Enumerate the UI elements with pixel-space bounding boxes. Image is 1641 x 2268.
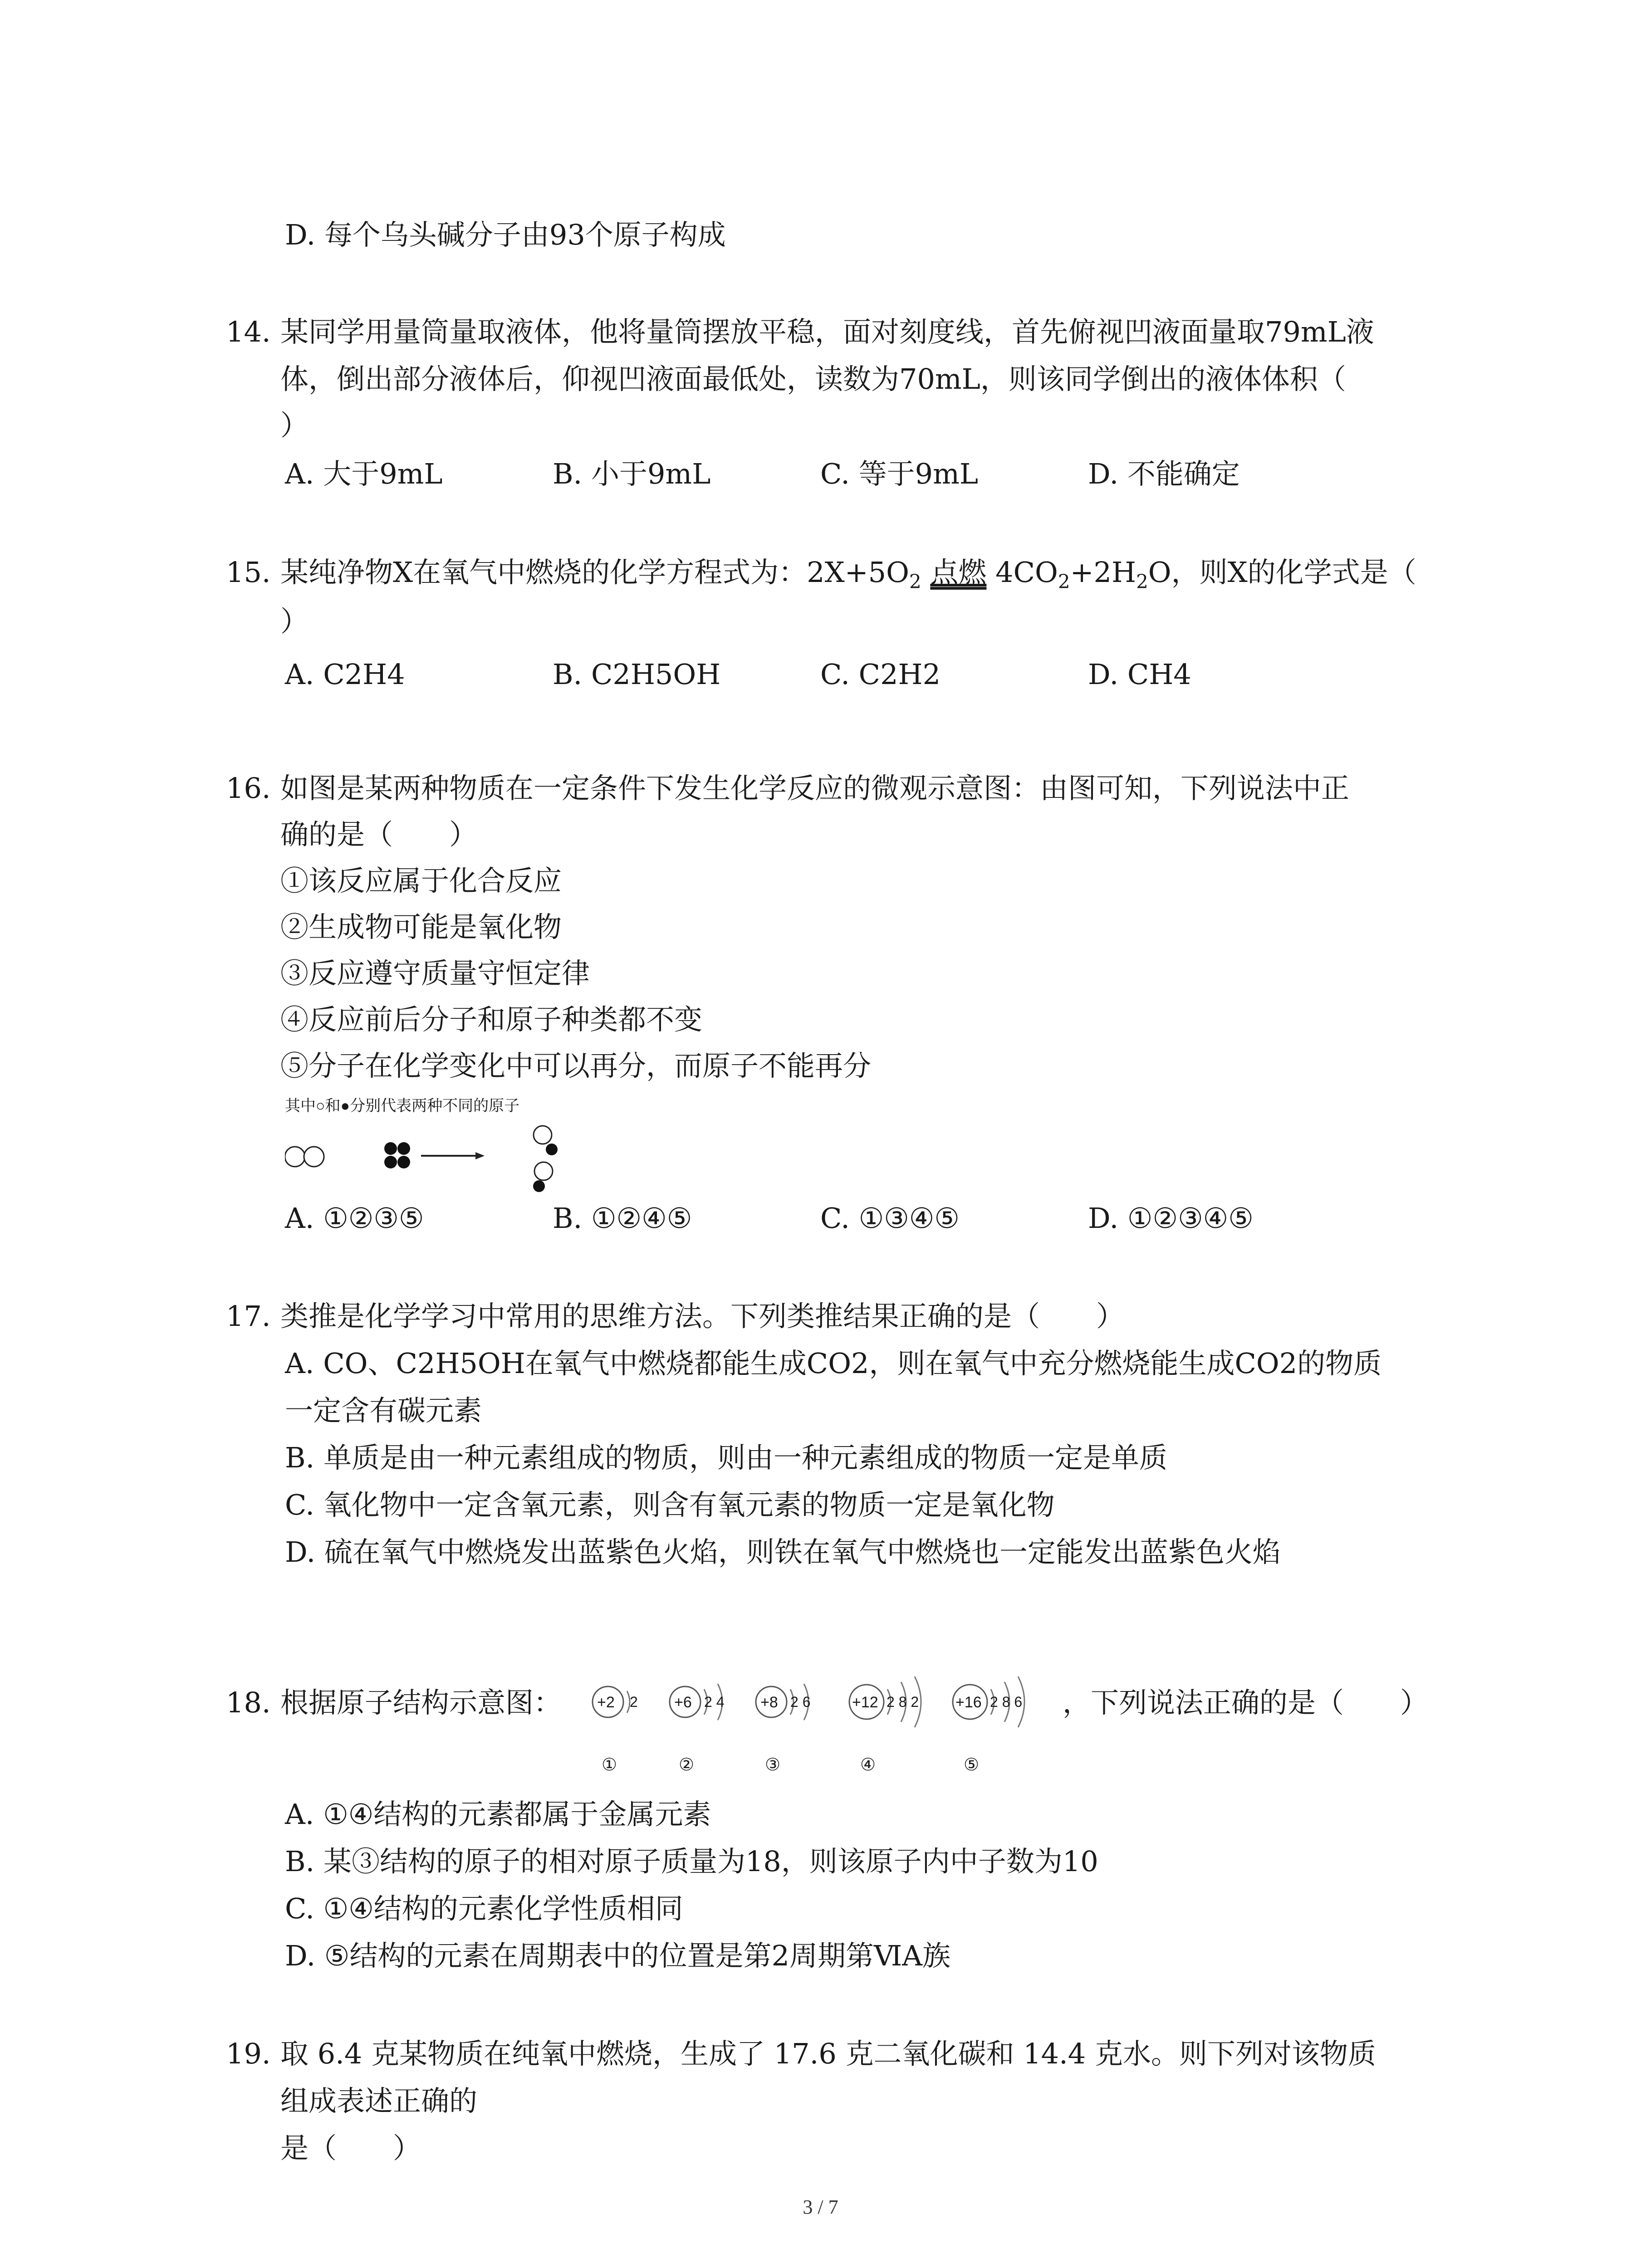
q15-option-c: C. C2H2: [820, 658, 941, 691]
atom3-label: ③: [765, 1755, 781, 1774]
q17-option-c: C. 氧化物中一定含氧元素，则含有氧元素的物质一定是氧化物: [285, 1488, 1055, 1521]
atom2-nucleus: +6: [674, 1694, 692, 1711]
atom1-shells: 2: [630, 1694, 638, 1710]
q19-number: 19.: [226, 2037, 271, 2070]
q14-line2: 体，倒出部分液体后，仰视凹液面最低处，读数为70mL，则该同学倒出的液体体积（: [280, 362, 1346, 396]
q15-equation-pre: 某纯净物X在氧气中燃烧的化学方程式为：2X+5O: [280, 556, 909, 589]
atom4-nucleus: +12: [852, 1694, 878, 1711]
atom5-nucleus: +16: [955, 1694, 982, 1711]
q16-item5: ⑤分子在化学变化中可以再分，而原子不能再分: [280, 1049, 872, 1082]
q18-option-c: C. ①④结构的元素化学性质相同: [285, 1892, 683, 1925]
atom3-shells: 2 6: [790, 1694, 811, 1710]
atom2-label: ②: [679, 1755, 695, 1774]
q16-option-d: D. ①②③④⑤: [1088, 1202, 1254, 1235]
q15-h2o-end: O，则X的化学式是（: [1148, 556, 1416, 589]
white-atom-icon: [285, 1147, 305, 1167]
q15-option-b: B. C2H5OH: [553, 658, 721, 691]
q18-option-b: B. 某③结构的原子的相对原子质量为18，则该原子内中子数为10: [285, 1845, 1098, 1878]
white-atom-icon: [304, 1147, 324, 1167]
q14-option-d: D. 不能确定: [1088, 457, 1240, 490]
q15-o2-sub: 2: [909, 570, 921, 593]
black-atom-icon: [384, 1142, 397, 1155]
q16-item4: ④反应前后分子和原子种类都不变: [280, 1003, 703, 1036]
black-atom-icon: [546, 1144, 558, 1155]
q15-number: 15.: [226, 556, 271, 589]
q15-option-d: D. CH4: [1088, 658, 1191, 691]
q14-option-c: C. 等于9mL: [820, 457, 979, 490]
q14-line1: 某同学用量筒量取液体，他将量筒摆放平稳，面对刻度线，首先俯视凹液面量取79mL液: [280, 315, 1374, 348]
q19-line1: 取 6.4 克某物质在纯氧中燃烧，生成了 17.6 克二氧化碳和 14.4 克水。则下列对该物质: [280, 2037, 1376, 2070]
q18-stem-pre: 根据原子结构示意图：: [280, 1686, 562, 1719]
atom1-label: ①: [602, 1755, 617, 1774]
atom3-nucleus: +8: [760, 1694, 778, 1711]
q13-option-d: D. 每个乌头碱分子由93个原子构成: [285, 218, 726, 251]
q15-h2o: +2H: [1070, 556, 1136, 589]
q16-number: 16.: [226, 772, 271, 805]
q16-figure-caption: 其中○和●分别代表两种不同的原子: [285, 1097, 520, 1114]
q15-co2-sub: 2: [1058, 570, 1070, 593]
q16-molecule-diagram: [285, 1093, 603, 1207]
q15-option-a: A. C2H4: [285, 658, 405, 691]
q16-option-c: C. ①③④⑤: [820, 1202, 960, 1235]
black-atom-icon: [397, 1156, 410, 1168]
q15-co2: 4CO: [995, 556, 1058, 589]
q16-line2: 确的是（ ）: [280, 818, 478, 851]
q17-number: 17.: [226, 1300, 271, 1333]
black-atom-icon: [384, 1156, 397, 1168]
atom5-shells: 2 8 6: [990, 1694, 1023, 1710]
q19-line3: 是（ ）: [280, 2131, 421, 2165]
page-number: 3 / 7: [803, 2196, 838, 2218]
atom4-label: ④: [860, 1755, 876, 1774]
q18-option-d: D. ⑤结构的元素在周期表中的位置是第2周期第ⅥA族: [285, 1939, 951, 1972]
atom2-shells: 2 4: [704, 1694, 725, 1710]
q15-h2o-sub: 2: [1136, 570, 1148, 593]
white-atom-icon: [534, 1126, 552, 1144]
q14-number: 14.: [226, 315, 271, 348]
q16-item2: ②生成物可能是氧化物: [280, 910, 562, 943]
q16-option-a: A. ①②③⑤: [285, 1202, 424, 1235]
q14-option-b: B. 小于9mL: [553, 457, 711, 490]
q17-option-b: B. 单质是由一种元素组成的物质，则由一种元素组成的物质一定是单质: [285, 1441, 1167, 1474]
atom4-shells: 2 8 2: [887, 1694, 919, 1710]
q15-line2: ）: [280, 605, 309, 638]
black-atom-icon: [533, 1180, 545, 1192]
black-atom-icon: [397, 1142, 410, 1155]
q15-reaction-condition: 点燃: [930, 556, 987, 589]
q16-item3: ③反应遵守质量守恒定律: [280, 957, 590, 990]
q17-option-d: D. 硫在氧气中燃烧发出蓝紫色火焰，则铁在氧气中燃烧也一定能发出蓝紫色火焰: [285, 1535, 1281, 1569]
q16-reaction-diagram: [285, 1093, 603, 1207]
q16-line1: 如图是某两种物质在一定条件下发生化学反应的微观示意图：由图可知，下列说法中正: [280, 772, 1350, 805]
atom5-label: ⑤: [964, 1755, 980, 1774]
atom-structure-figure: [585, 1633, 1057, 1787]
q18-stem-post: ，下列说法正确的是（ ）: [1063, 1686, 1429, 1719]
q18-number: 18.: [226, 1686, 271, 1719]
q16-item1: ①该反应属于化合反应: [280, 864, 562, 897]
q18-atom-structure-diagrams: [585, 1633, 1057, 1787]
q14-line3: ）: [280, 409, 309, 442]
q19-line2: 组成表述正确的: [280, 2084, 478, 2117]
q15-equation-line: [280, 554, 1416, 600]
q17-stem: 类推是化学学习中常用的思维方法。下列类推结果正确的是（ ）: [280, 1300, 1125, 1333]
q16-option-b: B. ①②④⑤: [553, 1202, 692, 1235]
q17-option-a-line2: 一定含有碳元素: [285, 1394, 482, 1427]
q18-option-a: A. ①④结构的元素都属于金属元素: [285, 1798, 711, 1831]
white-atom-icon: [534, 1162, 553, 1180]
q14-option-a: A. 大于9mL: [285, 457, 443, 490]
q17-option-a-line1: A. CO、C2H5OH在氧气中燃烧都能生成CO2，则在氧气中充分燃烧能生成CO2的物质: [285, 1347, 1382, 1380]
atom1-nucleus: +2: [597, 1694, 615, 1711]
